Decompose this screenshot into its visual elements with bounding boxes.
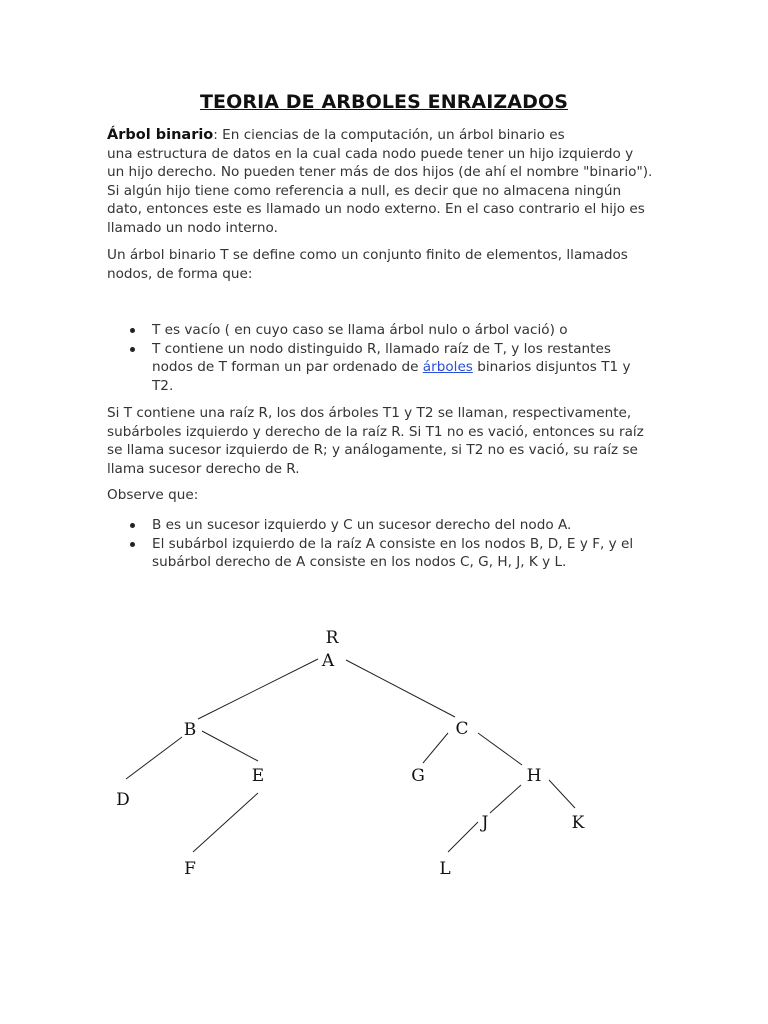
- page-title: TEORIA DE ARBOLES ENRAIZADOS: [199, 91, 568, 113]
- list-item-text: El subárbol izquierdo de la raíz A consiste en los nodos B, D, E y F, y el subárbol derecho de A consiste en los nodos C, G, H, J, K y L.: [152, 535, 634, 570]
- list-item-text: T contiene un nodo distinguido R, llamado raíz de T, y los restantes nodos de T forman un par ordenado de: [152, 340, 611, 375]
- list-item-text: T es vacío ( en cuyo caso se llama árbol nulo o árbol vació) o: [152, 322, 568, 338]
- node-c: C: [455, 719, 469, 739]
- paragraph-observe: Observe que:: [107, 487, 199, 503]
- paragraph-formal-definition: Un árbol binario T se define como un conjunto finito de elementos, llamados nodos, de forma que:: [107, 247, 628, 282]
- edge-b-e: [202, 731, 258, 761]
- list-item: [107, 321, 667, 340]
- definition-list: [107, 321, 667, 395]
- node-l: L: [439, 859, 451, 879]
- node-g: G: [411, 766, 425, 786]
- list-item: [107, 340, 667, 396]
- term-binary-tree: Árbol binario: [107, 127, 214, 143]
- node-j: J: [481, 813, 489, 833]
- node-h: H: [526, 766, 542, 786]
- arboles-link[interactable]: árboles: [422, 359, 473, 375]
- list-item: [107, 535, 667, 572]
- edge-j-l: [448, 822, 478, 852]
- edge-c-g: [423, 733, 448, 763]
- list-item-text: B es un sucesor izquierdo y C un sucesor derecho del nodo A.: [152, 517, 572, 533]
- list-item-text: binarios disjuntos T1 y T2.: [152, 359, 631, 394]
- node-b: B: [183, 720, 197, 740]
- node-e: E: [251, 766, 265, 786]
- paragraph-subtrees: Si T contiene una raíz R, los dos árboles T1 y T2 se llaman, respectivamente, subárboles izquierdo y derecho de la raíz R. Si T1 no es vació, entonces su raíz se llama sucesor izquierdo de R; y análogamente, si T2 no es vació, su raíz se llama sucesor derecho de R.: [107, 405, 644, 477]
- edge-c-h: [478, 733, 522, 765]
- node-d: D: [116, 790, 130, 810]
- paragraph-definition: [107, 126, 667, 237]
- edge-a-c: [346, 660, 455, 717]
- edge-h-k: [549, 780, 575, 808]
- edge-b-d: [126, 737, 182, 779]
- binary-tree-diagram: [0, 600, 768, 900]
- list-item: [107, 516, 667, 535]
- node-root-marker: R: [325, 628, 339, 648]
- edge-e-f: [193, 793, 258, 852]
- edge-a-b: [198, 659, 318, 719]
- edge-h-j: [490, 785, 521, 813]
- node-f: F: [184, 859, 196, 879]
- definition-text: : En ciencias de la computación, un árbol binario es una estructura de datos en la cual cada nodo puede tener un hijo izquierdo y un hijo derecho. No pueden tener más de dos hijos (de ahí el nombre "binario"). Si algún hijo tiene como referencia a null, es decir que no almacena ningún dato, entonces este es llamado un nodo externo. En el caso contrario el hijo es llamado un nodo interno.: [107, 127, 653, 236]
- observation-list: [107, 516, 667, 572]
- node-k: K: [571, 813, 585, 833]
- node-a: A: [321, 651, 335, 671]
